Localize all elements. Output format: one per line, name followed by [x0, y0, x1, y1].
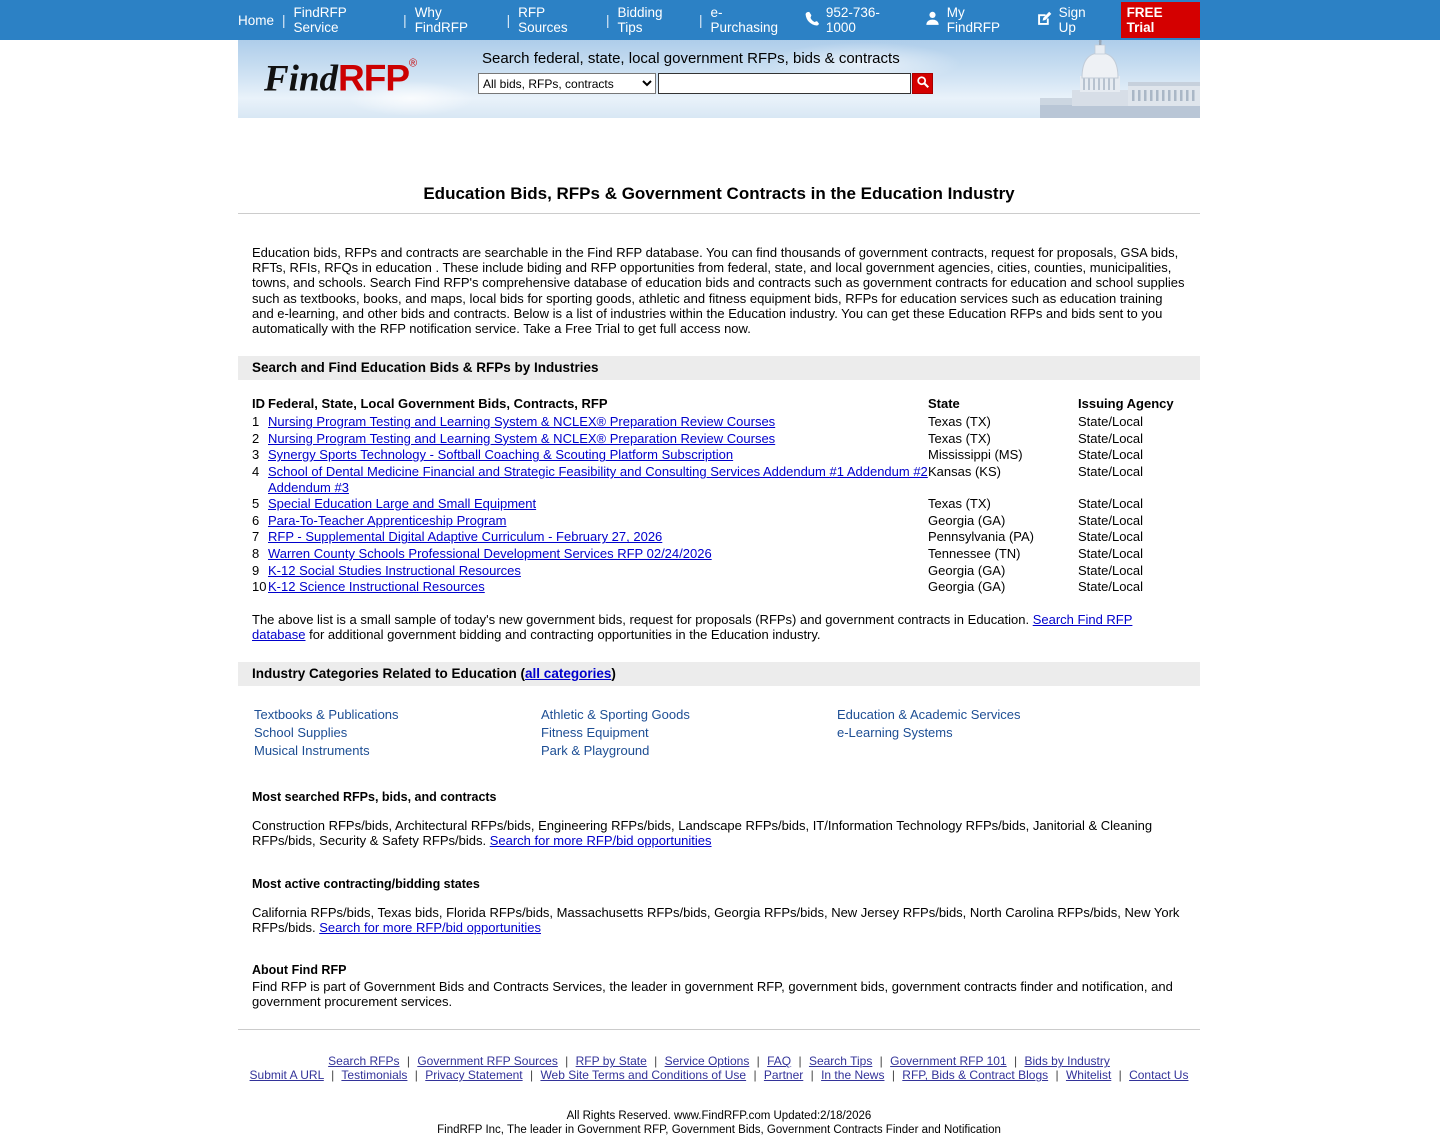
footer-link[interactable]: FAQ: [767, 1054, 792, 1069]
footer-separator: |: [879, 1054, 883, 1069]
bid-state: Pennsylvania (PA): [928, 529, 1034, 545]
footer-link[interactable]: Web Site Terms and Conditions of Use: [540, 1068, 747, 1083]
bid-id: 6: [252, 512, 260, 528]
sign-up-label: Sign Up: [1058, 5, 1086, 35]
section-header-bids: Search and Find Education Bids & RFPs by Industries: [238, 356, 1200, 380]
bid-link[interactable]: K-12 Social Studies Instructional Resources: [268, 562, 521, 578]
table-row: [252, 579, 1198, 596]
footer-separator: |: [331, 1068, 335, 1083]
footer-link[interactable]: Partner: [763, 1068, 804, 1083]
footer-link[interactable]: RFP by State: [575, 1054, 647, 1069]
category-column-1: [254, 706, 541, 760]
category-column-2: [541, 706, 837, 760]
bid-id: 5: [252, 496, 260, 512]
footer-link[interactable]: Testimonials: [341, 1068, 408, 1083]
category-link[interactable]: School Supplies: [254, 725, 348, 741]
category-columns: [254, 706, 1200, 760]
page-title: Education Bids, RFPs & Government Contracts in the Education Industry: [238, 184, 1200, 214]
bid-link[interactable]: K-12 Science Instructional Resources: [268, 579, 485, 595]
categories-title-before: Industry Categories Related to Education (: [252, 666, 526, 682]
bid-agency: State/Local: [1078, 496, 1144, 512]
bid-agency: State/Local: [1078, 447, 1144, 463]
category-link[interactable]: Textbooks & Publications: [254, 707, 399, 723]
top-nav-item[interactable]: Home: [238, 12, 275, 28]
footer-separator: |: [406, 1054, 410, 1069]
phone-contact: [804, 5, 910, 35]
copyright-line-2: FindRFP Inc, The leader in Government RFP, Government Bids, Government Contracts Finder and Notification: [437, 1123, 1001, 1136]
search-input[interactable]: [658, 73, 911, 94]
my-findrfp-label: My FindRFP: [946, 5, 1001, 35]
footer-link[interactable]: Submit A URL: [249, 1068, 324, 1083]
bid-state: Tennessee (TN): [928, 545, 1021, 561]
category-column-3: [837, 706, 1124, 760]
most-searched-body: [252, 818, 1186, 848]
categories-title-after: ): [611, 666, 616, 682]
bid-state: Texas (TX): [928, 496, 991, 512]
footer-link[interactable]: Search RFPs: [328, 1054, 400, 1069]
table-row: [252, 513, 1198, 530]
search-area: [478, 50, 933, 94]
bid-agency: State/Local: [1078, 562, 1144, 578]
table-row: [252, 431, 1198, 448]
top-nav: [238, 5, 790, 35]
bid-agency: State/Local: [1078, 414, 1144, 430]
copyright-line-1: All Rights Reserved. www.FindRFP.com Updated:2/18/2026: [566, 1110, 872, 1123]
edit-icon: [1036, 10, 1059, 30]
bid-id: 9: [252, 562, 260, 578]
search-database-link[interactable]: Search Find RFP database: [252, 611, 1133, 642]
top-nav-item[interactable]: e-Purchasing: [710, 5, 779, 35]
free-trial-button[interactable]: FREE Trial: [1121, 2, 1200, 38]
bid-id: 2: [252, 430, 260, 446]
sample-note: [252, 612, 1186, 642]
bid-id: 3: [252, 447, 260, 463]
search-label: Search federal, state, local government RFPs, bids & contracts: [482, 50, 900, 67]
bid-state: Kansas (KS): [928, 464, 1001, 479]
nav-separator: |: [403, 12, 407, 28]
category-link[interactable]: e-Learning Systems: [837, 725, 953, 741]
footer-separator: |: [810, 1068, 814, 1083]
most-searched-heading: Most searched RFPs, bids, and contracts: [252, 790, 497, 805]
bid-agency: State/Local: [1078, 579, 1144, 595]
bid-agency: State/Local: [1078, 529, 1144, 545]
bid-id: 7: [252, 529, 260, 545]
note-text-after: for additional government bidding and contracting opportunities in the Education industry.: [305, 626, 821, 642]
main-content: [238, 184, 1200, 1137]
most-active-heading: Most active contracting/bidding states: [252, 876, 480, 891]
footer-links-row-2: [238, 1068, 1200, 1082]
footer-link[interactable]: Government RFP Sources: [417, 1054, 558, 1069]
bid-link[interactable]: School of Dental Medicine Financial and Strategic Feasibility and Consulting Services Addendum #1 Addendum #2 Addendum #3: [268, 464, 928, 495]
table-header-row: [252, 396, 1198, 414]
table-row: [252, 529, 1198, 546]
all-categories-link[interactable]: all categories: [525, 666, 612, 682]
footer-link[interactable]: Government RFP 101: [890, 1054, 1007, 1069]
about-heading: About Find RFP: [252, 962, 347, 977]
search-category-select[interactable]: [478, 73, 656, 94]
col-header-title: Federal, State, Local Government Bids, Contracts, RFP: [268, 396, 608, 412]
more-rfp-opportunities-link[interactable]: Search for more RFP/bid opportunities: [319, 919, 542, 935]
bid-link[interactable]: Special Education Large and Small Equipment: [268, 496, 537, 512]
bid-state: Georgia (GA): [928, 512, 1006, 528]
sign-up-link[interactable]: [1036, 5, 1107, 35]
bid-id: 4: [252, 464, 260, 479]
table-row: [252, 546, 1198, 563]
footer-separator: |: [1014, 1054, 1018, 1069]
phone-icon: [804, 11, 826, 30]
table-row: [252, 447, 1198, 464]
bid-link[interactable]: Nursing Program Testing and Learning System & NCLEX® Preparation Review Courses: [268, 414, 776, 430]
table-row: [252, 563, 1198, 580]
footer-separator: |: [753, 1068, 757, 1083]
search-button[interactable]: [912, 73, 933, 94]
col-header-agency: Issuing Agency: [1078, 396, 1174, 412]
top-bar-right: [790, 2, 1200, 38]
top-nav-item[interactable]: FindRFP Service: [293, 5, 347, 35]
footer-separator: |: [414, 1068, 418, 1083]
bids-table: [252, 396, 1198, 596]
footer-separator: |: [565, 1054, 569, 1069]
bid-state: Texas (TX): [928, 430, 991, 446]
user-icon: [924, 10, 947, 30]
logo-registered-mark: ®: [409, 57, 418, 70]
findrfp-logo[interactable]: [264, 58, 417, 101]
footer-link[interactable]: Service Options: [664, 1054, 750, 1069]
note-text-before: The above list is a small sample of today's new government bids, request for proposals (RFPs) and government contracts in Education.: [252, 611, 1033, 627]
top-nav-item[interactable]: Why FindRFP: [414, 5, 468, 35]
nav-separator: |: [506, 12, 511, 28]
phone-number: 952-736-1000: [825, 5, 880, 35]
bid-id: 10: [252, 579, 267, 595]
bid-link[interactable]: Synergy Sports Technology - Softball Coaching & Scouting Platform Subscription: [268, 447, 734, 463]
bid-link[interactable]: Warren County Schools Professional Development Services RFP 02/24/2026: [268, 545, 712, 561]
footer-links-row-1: [238, 1054, 1200, 1068]
footer-separator: |: [654, 1054, 658, 1069]
nav-separator: |: [606, 12, 610, 28]
bid-id: 8: [252, 545, 260, 561]
col-header-state: State: [928, 396, 960, 412]
footer-link[interactable]: Whitelist: [1065, 1068, 1112, 1083]
bid-state: Mississippi (MS): [928, 447, 1023, 463]
copyright: [238, 1110, 1200, 1137]
footer-link[interactable]: Bids by Industry: [1024, 1054, 1110, 1069]
capitol-illustration: [1040, 40, 1200, 118]
bid-link[interactable]: Nursing Program Testing and Learning System & NCLEX® Preparation Review Courses: [268, 430, 776, 446]
footer-link[interactable]: Search Tips: [808, 1054, 873, 1069]
category-link[interactable]: Education & Academic Services: [837, 707, 1021, 723]
nav-separator: |: [282, 12, 286, 28]
category-link[interactable]: Musical Instruments: [254, 743, 370, 759]
magnifier-icon: [916, 75, 930, 92]
table-row: [252, 496, 1198, 513]
footer-separator: |: [891, 1068, 895, 1083]
category-link[interactable]: Athletic & Sporting Goods: [541, 707, 690, 723]
intro-paragraph: Education bids, RFPs and contracts are searchable in the Find RFP database. You can find thousands of government contracts, request for proposals, GSA bids, RFTs, RFIs, RFQs in education . These include biding and RFP opportunities from federal, state, and local government agencies, cities, counties, municipalities, towns, and schools. Search Find RFP's comprehensive database of education bids and contracts such as government contracts for education and school supplies such as textbooks, books, and maps, local bids for sporting goods, athletic and fitness equipment bids, RFPs for education services such as education training and e-learning, and other bids and contracts. Below is a list of industries within the Education industry. You can get these Education RFPs and bids sent to you automatically with the RFP notification service. Take a Free Trial to get full access now.: [252, 245, 1185, 337]
bid-id: 1: [252, 414, 260, 430]
footer-link[interactable]: Privacy Statement: [425, 1068, 523, 1083]
category-link[interactable]: Fitness Equipment: [541, 725, 649, 741]
footer-separator: |: [1118, 1068, 1122, 1083]
my-findrfp-link[interactable]: [924, 5, 1022, 35]
bid-agency: State/Local: [1078, 512, 1144, 528]
bid-link[interactable]: Para-To-Teacher Apprenticeship Program: [268, 512, 507, 528]
footer-link[interactable]: In the News: [821, 1068, 885, 1083]
footer-divider: [238, 1029, 1200, 1030]
bid-state: Georgia (GA): [928, 579, 1006, 595]
section-header-categories: [238, 662, 1200, 686]
bid-state: Texas (TX): [928, 414, 991, 430]
bid-agency: State/Local: [1078, 545, 1144, 561]
most-active-body: [252, 905, 1186, 935]
about-body: Find RFP is part of Government Bids and Contracts Services, the leader in government RFP, government bids, government contracts finder and notification, and government procurement services.: [252, 978, 1173, 1010]
col-header-id: ID: [252, 396, 265, 412]
more-rfp-opportunities-link[interactable]: Search for more RFP/bid opportunities: [489, 833, 712, 849]
top-bar: [0, 0, 1440, 40]
footer-link[interactable]: Contact Us: [1129, 1068, 1189, 1083]
table-row: [252, 414, 1198, 431]
site-header: [238, 40, 1200, 118]
bid-state: Georgia (GA): [928, 562, 1006, 578]
footer-separator: |: [798, 1054, 802, 1069]
footer-separator: |: [1055, 1068, 1059, 1083]
category-link[interactable]: Park & Playground: [541, 743, 650, 759]
nav-separator: |: [698, 12, 703, 28]
footer-separator: |: [756, 1054, 760, 1069]
logo-find-text: Find: [264, 58, 339, 100]
footer-links: [238, 1054, 1200, 1082]
bid-agency: State/Local: [1078, 430, 1144, 446]
top-nav-item[interactable]: RFP Sources: [518, 5, 568, 35]
bid-agency: State/Local: [1078, 464, 1144, 479]
table-row: [252, 464, 1198, 496]
top-nav-item[interactable]: Bidding Tips: [617, 5, 663, 35]
most-searched-text: Construction RFPs/bids, Architectural RFPs/bids, Engineering RFPs/bids, Landscape RFPs/bids, IT/Information Technology RFPs/bids, Janitorial & Cleaning RFPs/bids, Security & Safety RFPs/bids.: [252, 818, 1153, 849]
bid-link[interactable]: RFP - Supplemental Digital Adaptive Curriculum - February 27, 2026: [268, 529, 663, 545]
logo-rfp-text: RFP: [338, 57, 410, 99]
most-active-text: California RFPs/bids, Texas bids, Florida RFPs/bids, Massachusetts RFPs/bids, Georgia RFPs/bids, New Jersey RFPs/bids, North Carolina RFPs/bids, New York RFPs/bids.: [252, 904, 1180, 935]
footer-link[interactable]: RFP, Bids & Contract Blogs: [902, 1068, 1049, 1083]
footer-separator: |: [529, 1068, 534, 1083]
